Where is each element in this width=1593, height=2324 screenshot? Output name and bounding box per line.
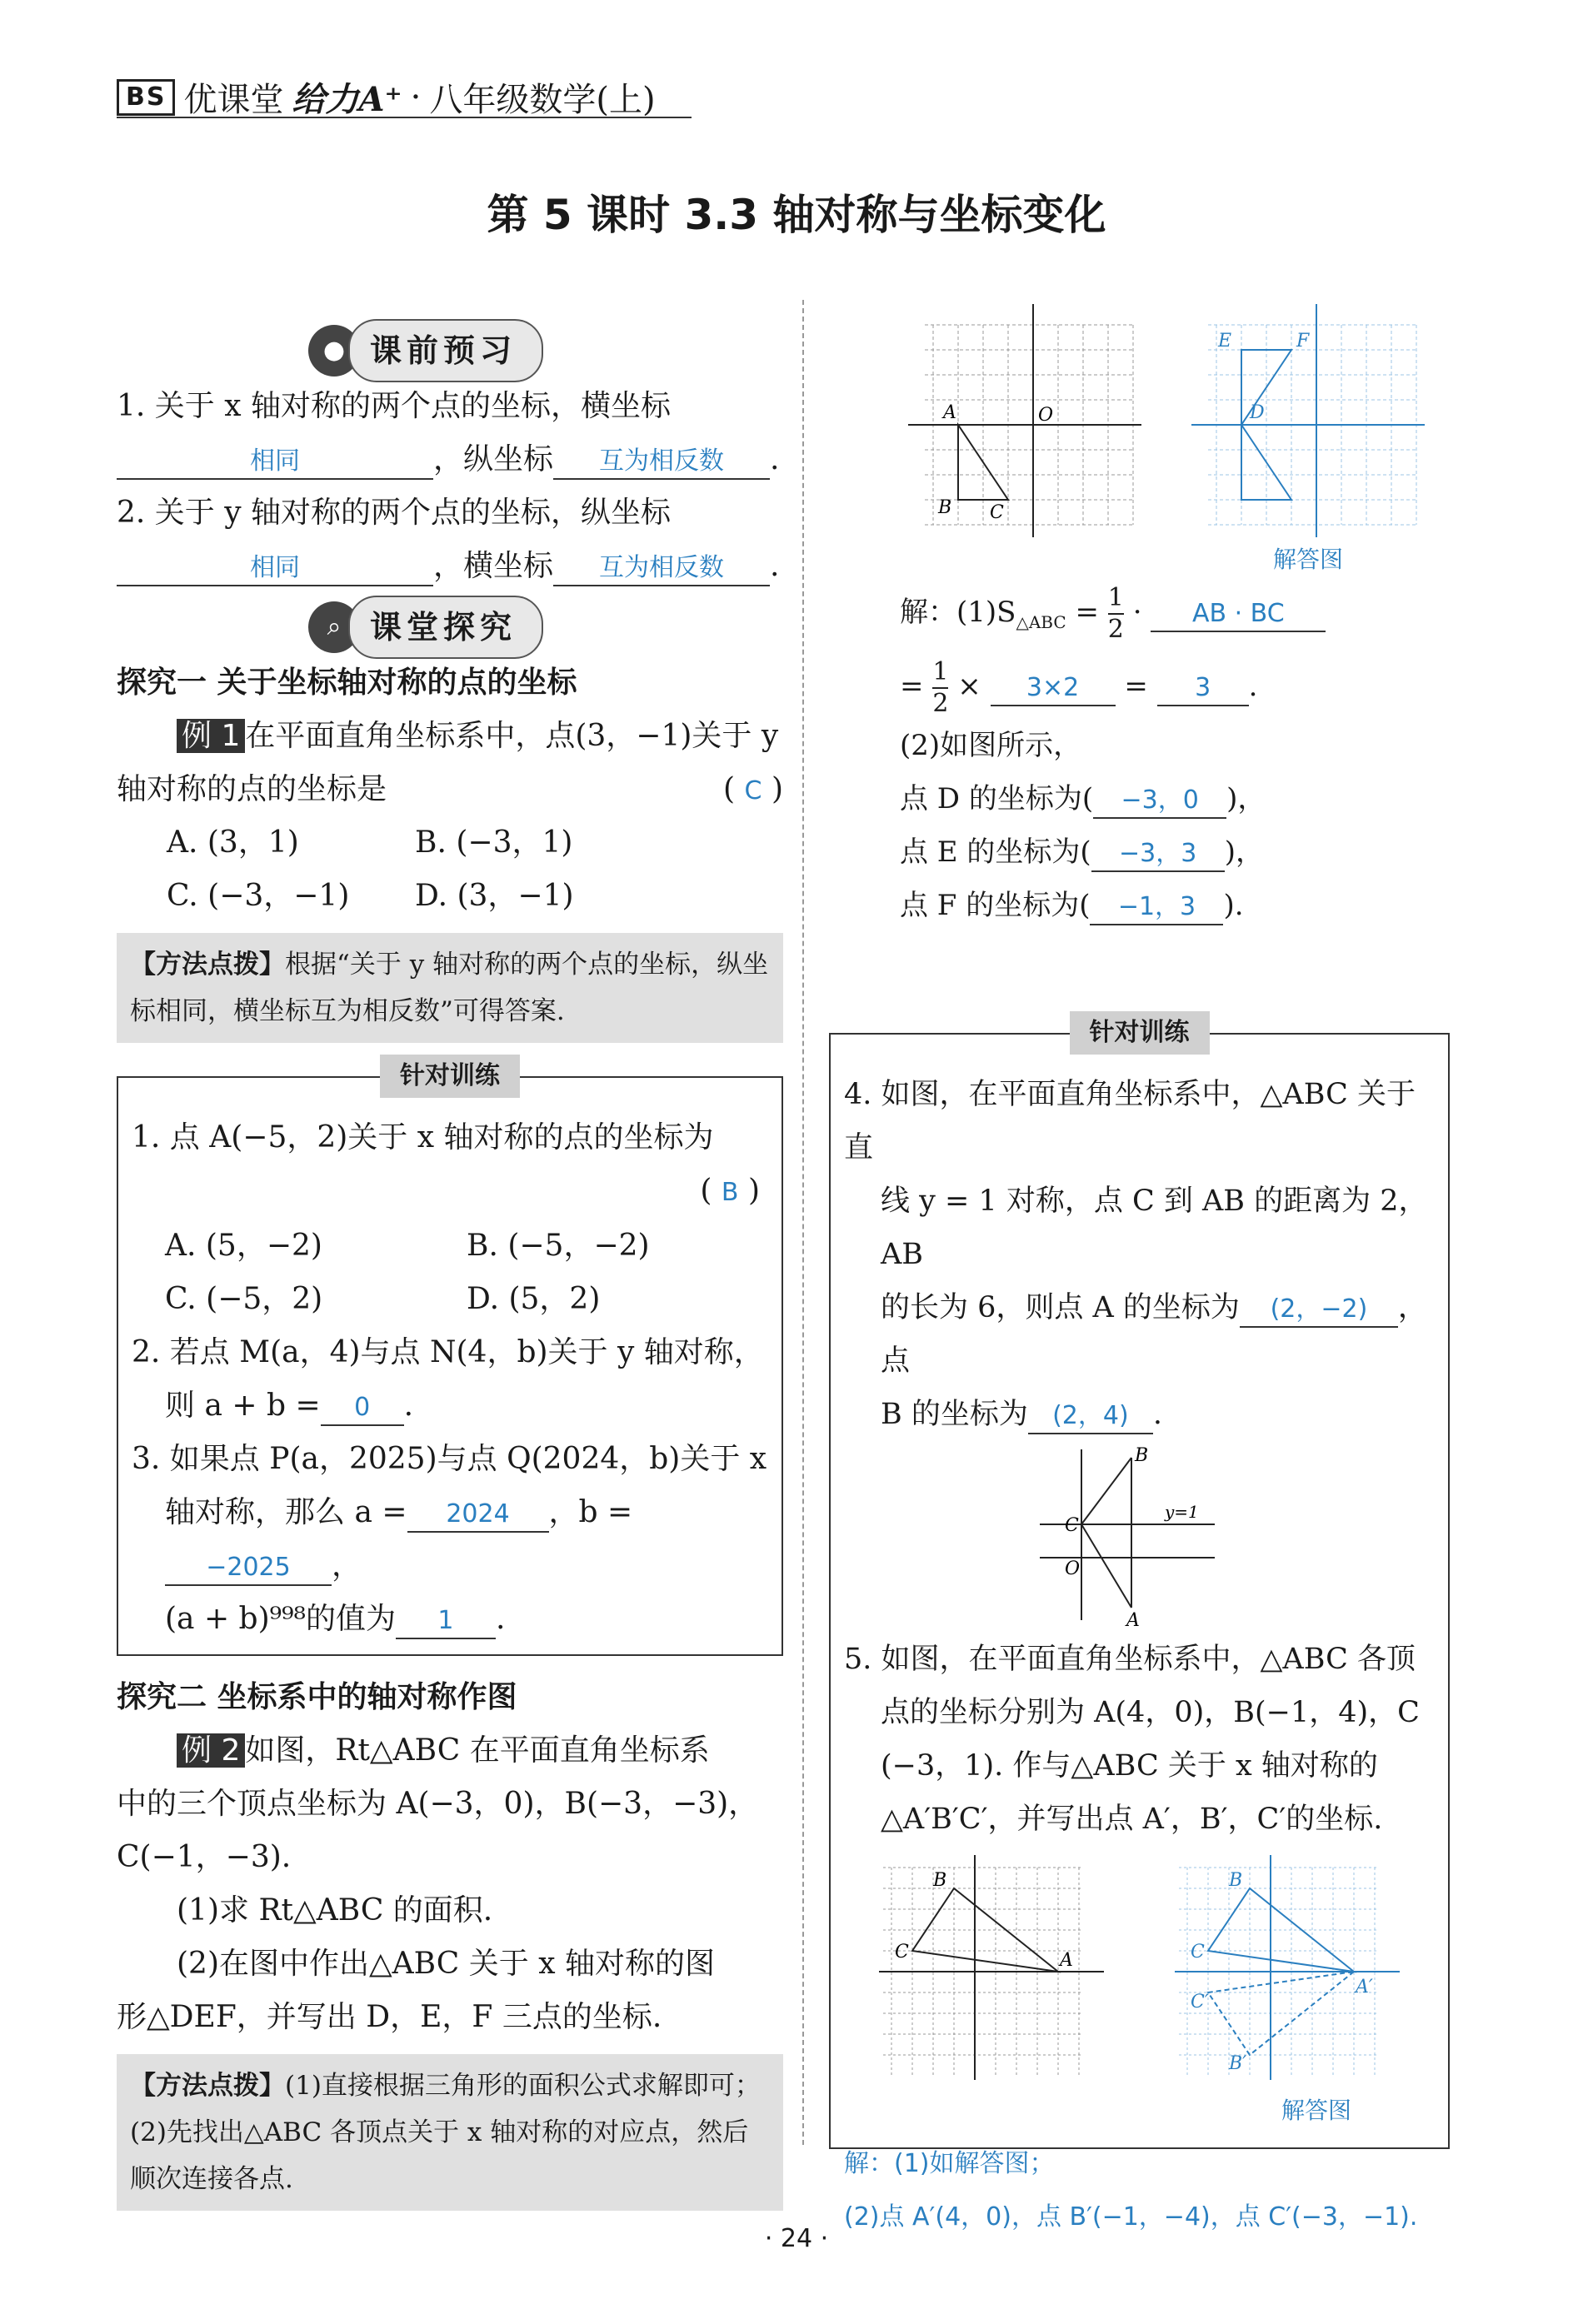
sol2-e-pre: 点 E 的坐标为( [900,835,1091,869]
sol2-e-post: )， [1224,835,1264,869]
location-pin-icon: ● [308,325,360,377]
method-tip-1 [117,933,783,1043]
figure-caption-1: 解答图 [1272,546,1343,573]
sol1-dot: · [1132,596,1142,629]
solution-1 [900,583,1500,649]
q5-figure [875,1851,1108,2084]
sol2-f-answer: −1，3 [1090,890,1223,925]
train-q3-answer-c: 1 [396,1604,496,1639]
q4-segment-ca [1081,1524,1131,1608]
header-rule [117,117,692,118]
train-q2-end: . [403,1389,414,1423]
preview-q2 [117,486,783,593]
sol1-eq2: = [900,669,924,703]
series-name: 优课堂 [183,81,284,119]
explore-banner-label: 课堂探究 [348,596,543,659]
q1-answer-1: 相同 [117,445,433,480]
sol1-answer-2: 3×2 [991,671,1116,706]
tip-1-text: 根据“关于 y 轴对称的两个点的坐标，纵坐标相同，横坐标互为相反数”可得答案. [130,950,769,1026]
sol2-e-answer: −3，3 [1091,837,1225,872]
sol1-times: × [957,669,981,703]
training-tag-2: 针对训练 [1070,1011,1210,1055]
page-title: 第 5 课时 3.3 轴对称与坐标变化 [487,191,1106,239]
tip-2-text: (1)直接根据三角形的面积公式求解即可；(2)先找出△ABC 各顶点关于 x 轴对称的对应点，然后顺次连接各点. [130,2071,761,2194]
sol2-d-post: )， [1226,781,1266,815]
label-e: E [1218,331,1232,352]
example-2-line3: C(−1，−3). [117,1840,292,1874]
train-option-d: D. (5，2) [467,1282,601,1316]
q2-text-b: ，横坐标 [433,549,554,583]
sol1-frac-num: 1 [1108,583,1124,615]
figure-caption-2: 解答图 [1281,2097,1351,2124]
sol2-f-post: ). [1223,888,1244,922]
q4-label-b: B [1134,1445,1148,1466]
train-q3-text2b: ，b = [548,1495,633,1529]
train-q1-text: 1. 点 A(−5，2)关于 x 轴对称的点的坐标为 [132,1120,714,1155]
sol1-frac-num-2: 1 [932,657,948,689]
method-tip-2 [117,2054,783,2211]
q4-comma: ，点 [881,1291,1427,1378]
q5-answer-label-c-prime: C′ [1190,1992,1209,2012]
train-q1-answer: B [721,1178,739,1207]
page-number: · 24 · [764,2224,829,2253]
sol2-f-pre: 点 F 的坐标为( [900,888,1091,922]
q4-label-o: O [1064,1558,1080,1579]
example-1: 例 1 在平面直角坐标系中，点(3，−1)关于 y 轴对称的点的坐标是 ( C ) [117,719,783,806]
bs-logo: BS [117,79,175,116]
book-header [117,73,656,121]
header-dot: · [410,77,422,117]
example-2-tag: 例 2 [177,1733,245,1768]
example-1-options [117,816,663,923]
q4-label-a: A [1126,1610,1140,1631]
sol1-sub: △ABC [1016,611,1066,632]
preview-q1 [117,380,783,486]
train-q3-comma: ， [332,1549,362,1583]
sol2-d-pre: 点 D 的坐标为( [900,781,1094,815]
train-option-b: B. (−5，−2) [467,1229,650,1263]
part2-heading: 探究二 坐标系中的轴对称作图 [117,1680,517,1714]
q4-line4-text: B 的坐标为 [881,1398,1028,1431]
train-q3-line3 [132,1593,768,1646]
sol1-answer-3: 3 [1157,671,1249,706]
train-q3-end: . [495,1602,506,1636]
train-q2-text: 2. 若点 M(a，4)与点 N(4，b)关于 y 轴对称， [132,1335,764,1369]
train-q3 [132,1433,768,1486]
example-2-line2: 中的三个顶点坐标为 A(−3，0)，B(−3，−3)， [117,1787,759,1821]
sol1-eq3: = [1124,669,1148,703]
q4-end: . [1152,1398,1162,1431]
train-q2-line2 [132,1379,768,1433]
tip-1-label: 【方法点拨】 [130,950,285,980]
sol1-frac-den-2: 2 [932,688,949,718]
q4-figure [1031,1441,1248,1633]
solution-2-f [900,879,1500,932]
option-b: B. (−3，1) [415,825,573,860]
label-o: O [1038,405,1054,426]
training-box-2 [829,1018,1450,2232]
q1-text: 1. 关于 x 轴对称的两个点的坐标，横坐标 [117,389,671,423]
q5-answer-label-b-prime: B′ [1228,2053,1246,2074]
label-b: B [938,497,952,518]
q2-text: 2. 关于 y 轴对称的两个点的坐标，纵坐标 [117,496,672,530]
train-q2 [132,1326,768,1379]
q4-segment-cb [1081,1458,1131,1524]
training-box-1: 针对训练 1. 点 A(−5，2)关于 x 轴对称的点的坐标为 ( B ) A. (5，−2) B. (−5，−2) C. (−5，2) D. (5，2) 2. 若点 M(a，4)与点 N(4，b)关于 y 轴对称， 则 a + b = 0 . 3. 如果点 P(a，2025)与点 Q(2024，b)关于 x 轴对称，那么 a = 2024 ，b =−2025 ， (a + b)⁹⁹⁸的值为 1 . [117,1076,783,1656]
example-2-sub1: (1)求 Rt△ABC 的面积. [177,1893,493,1928]
q1-answer-2: 互为相反数 [553,445,770,480]
train-option-a: A. (5，−2) [165,1229,322,1263]
q5-label-c: C [895,1942,910,1962]
q5-answer-figure [1171,1851,1404,2084]
q5-answer-label-b: B [1228,1870,1242,1891]
q5-solution-2: (2)点 A′(4，0)，点 B′(−1，−4)，点 C′(−3，−1). [844,2202,1418,2232]
q4-label-y1: y=1 [1164,1502,1199,1522]
preview-banner [308,322,543,380]
q5-line2: 点的坐标分别为 A(4，0)，B(−1，4)，C [881,1696,1420,1729]
left-column [117,317,783,2221]
train-q3-text3: (a + b)⁹⁹⁸的值为 [165,1602,396,1636]
brand-name: 给力A⁺ [292,80,402,119]
q5-line4: △A′B′C′，并写出点 A′，B′，C′的坐标. [881,1803,1383,1836]
explore-banner [308,598,543,656]
column-divider [802,300,804,2145]
q2-answer-1: 相同 [117,551,433,586]
part1-heading: 探究一 关于坐标轴对称的点的坐标 [117,666,577,700]
q5-answer-label-a-prime: A′ [1355,1977,1373,1997]
sol1-answer: AB · BC [1151,597,1326,632]
q5-answer-label-c: C [1190,1942,1205,1962]
train-q1-options [132,1219,768,1326]
train-q3-answer-a: 2024 [407,1498,549,1533]
sol1-fraction-2 [932,657,948,719]
train-q3-line2 [132,1486,768,1593]
solution-2-lead: (2)如图所示， [900,728,1082,762]
train-q1 [132,1111,768,1164]
q4-line4 [844,1388,1435,1441]
option-a: A. (3，1) [167,825,299,860]
sol1-fraction [1108,583,1124,645]
sol1-end: . [1248,669,1258,703]
preview-banner-label: 课前预习 [348,319,543,382]
training-tag-1: 针对训练 [380,1055,520,1098]
label-c: C [990,502,1004,523]
example2-answer-figure [1183,300,1433,541]
q2-answer-2: 互为相反数 [553,551,770,586]
train-q3-answer-b: −2025 [165,1551,332,1586]
train-option-c: C. (−5，2) [165,1282,323,1316]
sol1-eq: = [1075,596,1099,629]
q1-end: . [770,442,780,476]
train-q3-text2a: 轴对称，那么 a = [165,1495,407,1529]
label-f: F [1296,331,1310,352]
q4-line3-text: 的长为 6，则点 A 的坐标为 [881,1291,1240,1324]
example-2-sub2b: 形△DEF，并写出 D，E，F 三点的坐标. [117,2000,662,2034]
sol1-frac-den: 2 [1107,615,1124,644]
q1-text-b: ，纵坐标 [433,442,554,476]
q4-label-c: C [1064,1515,1079,1536]
book-name: 八年级数学(上) [429,81,656,119]
right-solution [900,583,1500,932]
option-c: C. (−3，−1) [167,879,350,913]
example-1-text: 在平面直角坐标系中，点(3，−1)关于 y 轴对称的点的坐标是 [117,719,779,806]
magnifier-icon: ⌕ [308,601,360,653]
q4-line1: 4. 如图，在平面直角坐标系中，△ABC 关于直 [844,1078,1416,1164]
example-2-sub2: (2)在图中作出△ABC 关于 x 轴对称的图 [177,1947,715,1981]
q5-figures [844,1851,1435,2084]
q2-end: . [770,549,780,583]
train-q2-answer: 0 [321,1391,404,1426]
tip-2-label: 【方法点拨】 [130,2071,285,2101]
example-2-text1: 如图，Rt△ABC 在平面直角坐标系 [245,1733,710,1768]
q4-answer-b: (2，4) [1028,1399,1153,1434]
q5-solution-1: 解：(1)如解答图； [844,2149,1055,2178]
q5-label-b: B [933,1870,947,1891]
example-1-tag: 例 1 [177,719,245,753]
sol2-d-answer: −3，0 [1093,784,1226,819]
option-d: D. (3，−1) [415,879,574,913]
solution-1b [900,657,1500,719]
label-a: A [943,402,956,423]
q5-line3: (−3，1). 作与△ABC 关于 x 轴对称的 [881,1749,1378,1783]
example-1-answer: C [744,776,762,805]
label-d: D [1250,402,1265,423]
example-2-line1 [117,1724,783,1778]
train-q3-text: 3. 如果点 P(a，2025)与点 Q(2024，b)关于 x [132,1442,767,1476]
q4-line3 [844,1281,1435,1388]
q4-line2: 线 y = 1 对称，点 C 到 AB 的距离为 2，AB [881,1184,1428,1271]
sol1-lead: 解：(1)S [900,596,1016,629]
solution-2-e [900,825,1500,879]
q4-answer-a: (2，−2) [1240,1293,1398,1328]
solution-2-d [900,772,1500,825]
q5-line1: 5. 如图，在平面直角坐标系中，△ABC 各顶 [844,1643,1416,1676]
q5-label-a: A [1060,1950,1074,1971]
example2-figure [900,300,1150,541]
train-q2-text2: 则 a + b = [165,1389,321,1423]
